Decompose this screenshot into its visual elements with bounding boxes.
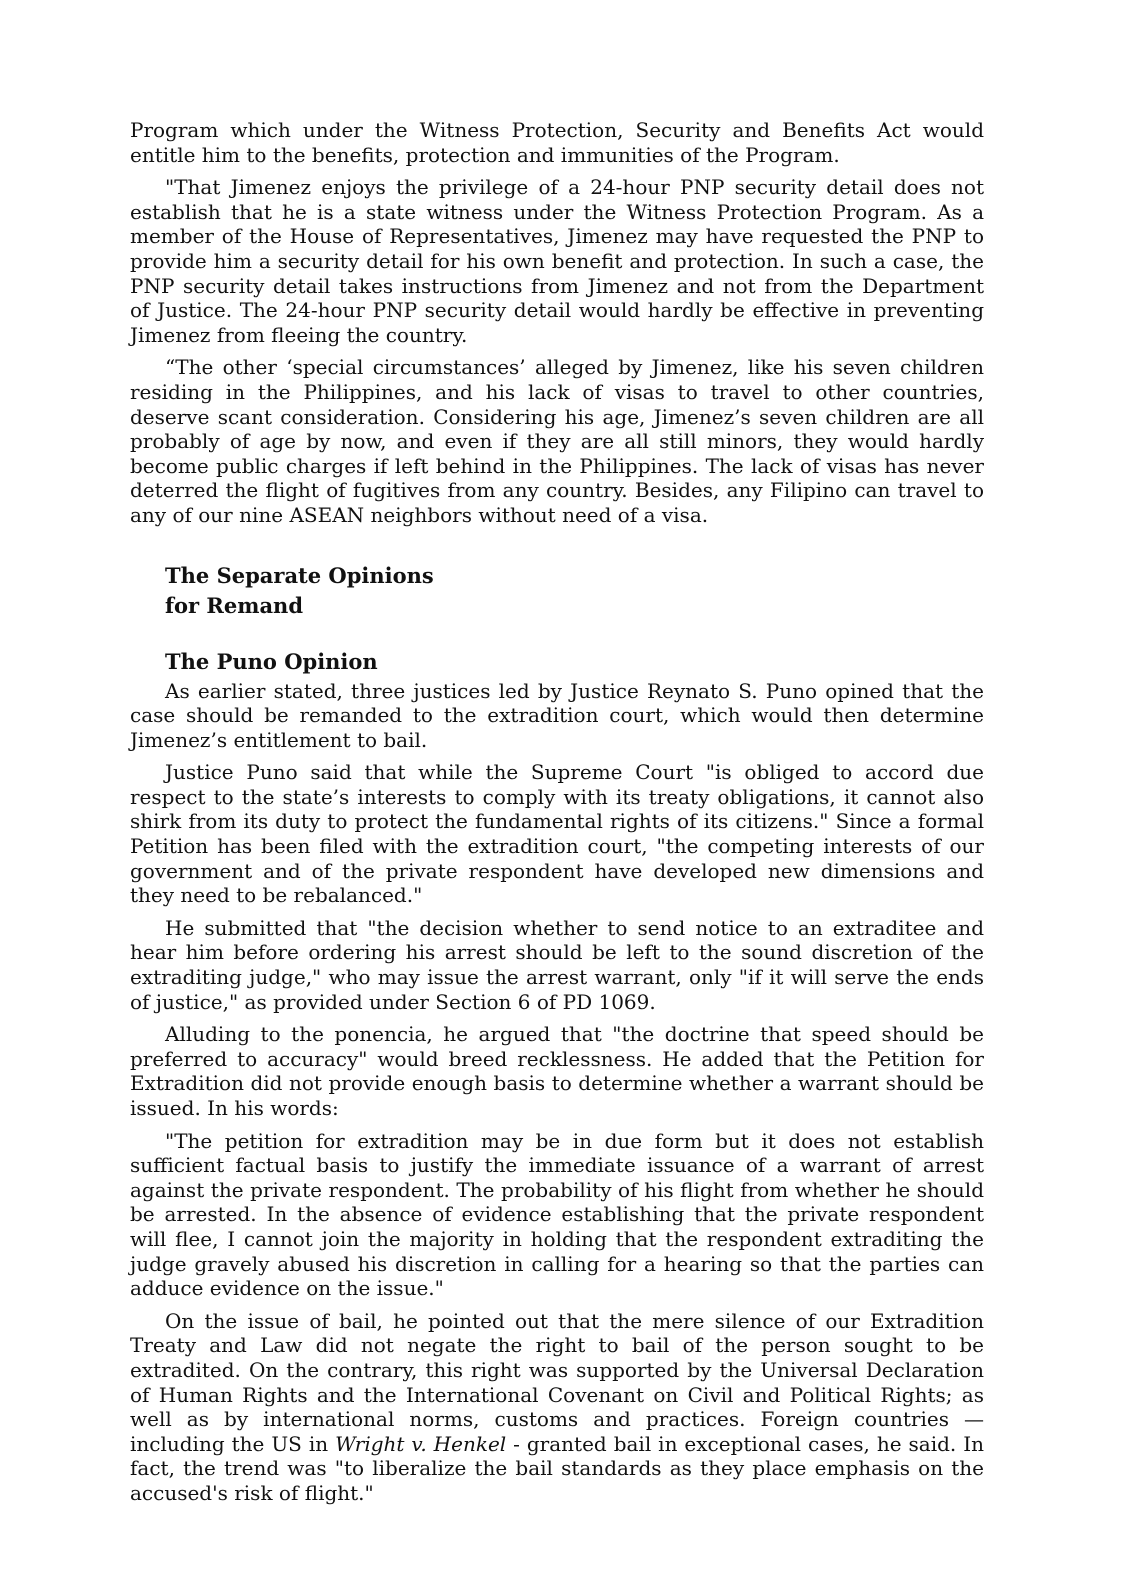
subheading: The Puno Opinion	[165, 648, 378, 674]
body-paragraph: Justice Puno said that while the Supreme Court "is obliged to accord due respect to the state’s interests to comply with its treaty obligations, it cannot also shirk from its duty to protect the fundamental rights of its citizens." Since a formal Petition has been filed with the extradition court, "the competing interests of our government and of the private respondent have developed new dimensions and they need to be rebalanced."	[130, 760, 984, 908]
body-paragraph: He submitted that "the decision whether to send notice to an extraditee and hear him before ordering his arrest should be left to the sound discretion of the extraditing judge," who may issue the arrest warrant, only "if it will serve the ends of justice," as provided under Section 6 of PD 1069.	[130, 915, 984, 1014]
case-citation: Wright v. Henkel	[335, 1431, 507, 1456]
body-paragraph: "That Jimenez enjoys the privilege of a 24-hour PNP security detail does not establish that he is a state witness under the Witness Protection Program. As a member of the House of Representatives, Jimenez may have requested the PNP to provide him a security detail for his own benefit and protection. In such a case, the PNP security detail takes instructions from Jimenez and not from the Department of Justice. The 24-hour PNP security detail would hardly be effective in preventing Jimenez from fleeing the country.	[130, 175, 984, 347]
document-page	[130, 118, 984, 1514]
body-paragraph: Program which under the Witness Protection, Security and Benefits Act would entitle him to the benefits, protection and immunities of the Program.	[130, 118, 984, 167]
body-paragraph: "The petition for extradition may be in due form but it does not establish sufficient factual basis to justify the immediate issuance of a warrant of arrest against the private respondent. The probability of his flight from whether he should be arrested. In the absence of evidence establishing that the private respondent will flee, I cannot join the majority in holding that the respondent extraditing the judge gravely abused his discretion in calling for a hearing so that the parties can adduce evidence on the issue."	[130, 1128, 984, 1301]
section-heading-line: for Remand	[165, 592, 304, 618]
text-run: - granted bail in exceptional cases, he said. In fact, the trend was "to liberalize the bail standards as they place emphasis on the accused's risk of flight."	[130, 1431, 985, 1505]
text-run: On the issue of bail, he pointed out that the mere silence of our Extradition Treaty and Law did not negate the right to bail of the person sought to be extradited. On the contrary, this right was supported by the Universal Declaration of Human Rights and the International Covenant on Civil and Political Rights; as well as by international norms, customs and practices. Foreign countries — including the US in	[130, 1308, 984, 1456]
section-heading	[130, 561, 984, 621]
body-paragraph-last	[130, 1309, 984, 1506]
body-paragraph: Alluding to the ponencia, he argued that "the doctrine that speed should be preferred to accuracy" would breed recklessness. He added that the Petition for Extradition did not provide enough basis to determine whether a warrant should be issued. In his words:	[130, 1022, 984, 1120]
body-paragraph: “The other ‘special circumstances’ alleged by Jimenez, like his seven children residing in the Philippines, and his lack of visas to travel to other countries, deserve scant consideration. Considering his age, Jimenez’s seven children are all probably of age by now, and even if they are all still minors, they would hardly become public charges if left behind in the Philippines. The lack of visas has never deterred the flight of fugitives from any country. Besides, any Filipino can travel to any of our nine ASEAN neighbors without need of a visa.	[130, 355, 984, 527]
section-heading-line: The Separate Opinions	[165, 562, 434, 588]
body-paragraph: As earlier stated, three justices led by Justice Reynato S. Puno opined that the case should be remanded to the extradition court, which would then determine Jimenez’s entitlement to bail.	[130, 678, 984, 752]
